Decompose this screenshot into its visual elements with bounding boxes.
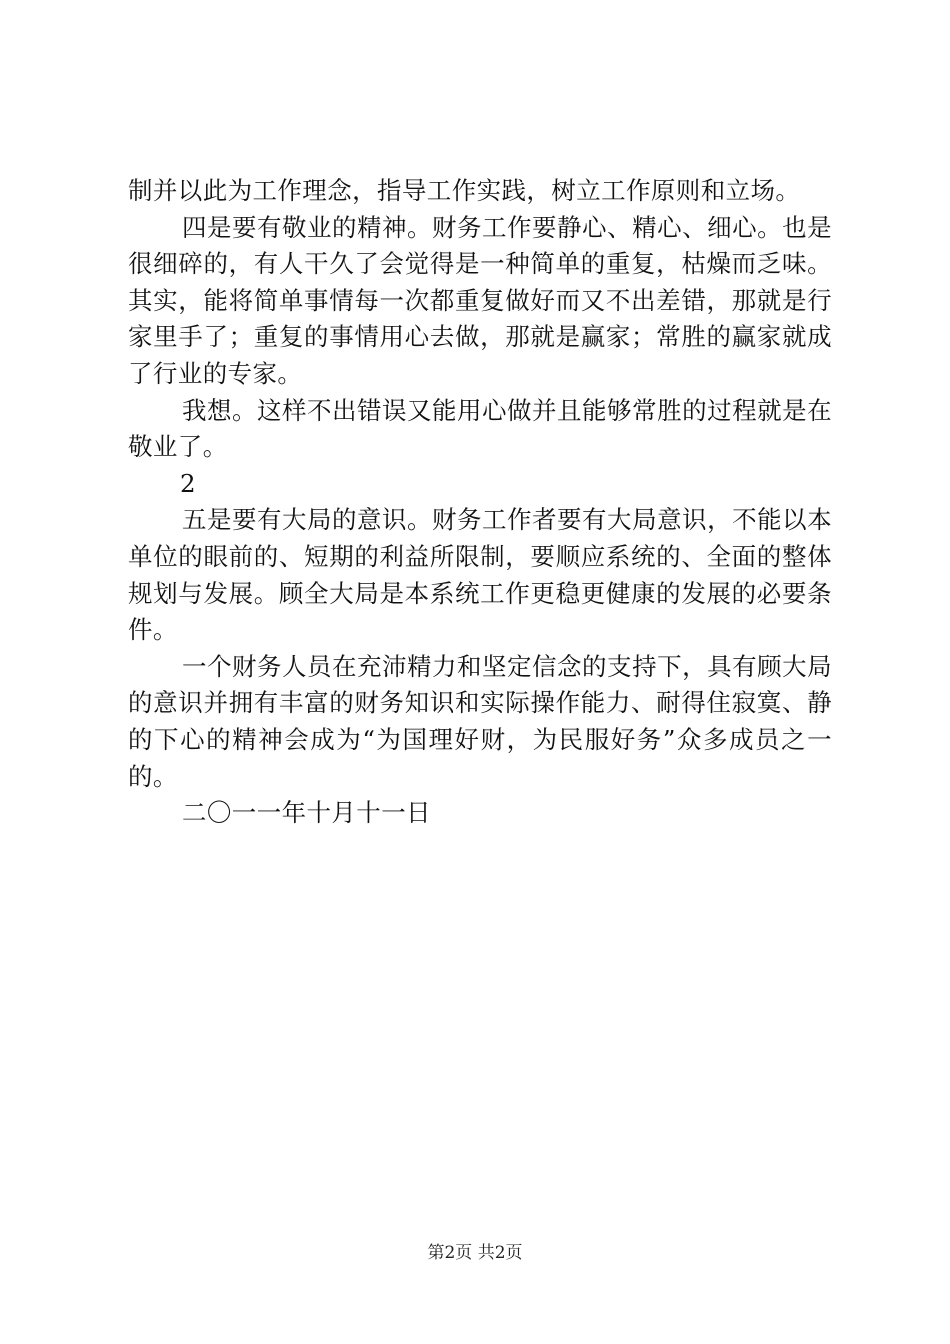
inline-number: 2 — [180, 468, 196, 498]
paragraph-big-picture: 五是要有大局的意识。财务工作者要有大局意识，不能以本单位的眼前的、短期的利益所限制，要顺应系统的、全面的整体规划与发展。顾全大局是本系统工作更稳更健康的发展的必要条件。 — [128, 505, 832, 645]
paragraph-dedication: 四是要有敬业的精神。财务工作要静心、精心、细心。也是很细碎的，有人干久了会觉得是一种简单的重复，枯燥而乏味。其实，能将简单事情每一次都重复做好而又不出差错，那就是行家里手了；重复的事情用心去做，那就是赢家；常胜的赢家就成了行业的专家。 — [128, 212, 832, 388]
document-body — [128, 173, 832, 832]
paragraph-reflection: 我想。这样不出错误又能用心做并且能够常胜的过程就是在敬业了。 — [128, 395, 832, 462]
page-footer: 第2页 共2页 — [427, 1243, 523, 1263]
date-line: 二〇一一年十月十一日 — [182, 798, 431, 828]
paragraph-conclusion: 一个财务人员在充沛精力和坚定信念的支持下，具有顾大局的意识并拥有丰富的财务知识和实际操作能力、耐得住寂寞、静的下心的精神会成为“为国理好财，为民服好务”众多成员之一的。 — [128, 651, 832, 791]
paragraph-continuation: 制并以此为工作理念，指导工作实践，树立工作原则和立场。 — [128, 176, 801, 205]
